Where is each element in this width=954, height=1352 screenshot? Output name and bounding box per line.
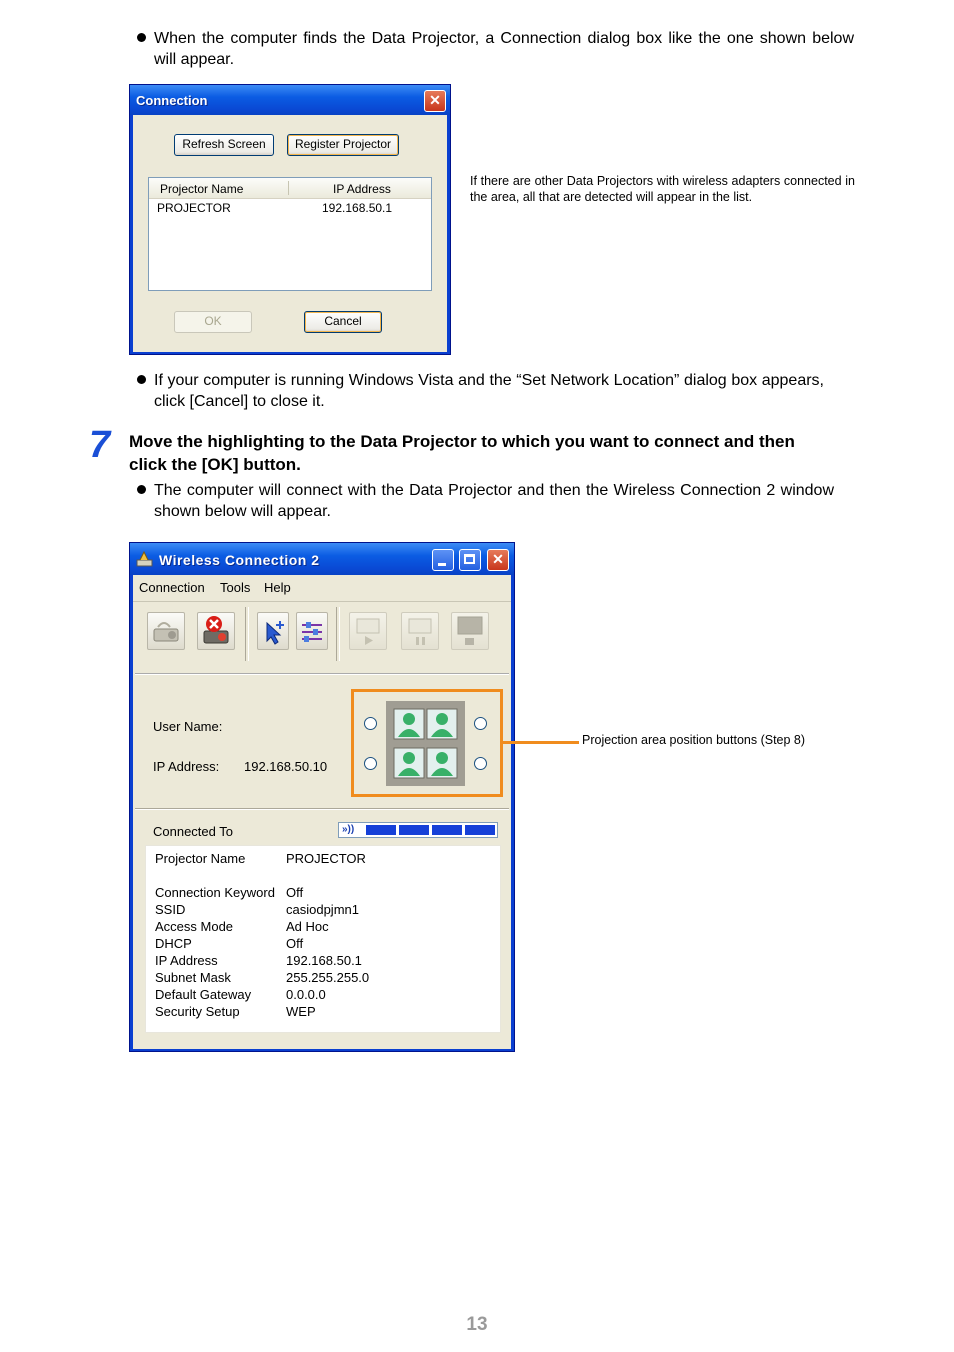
close-icon[interactable]: ✕	[487, 549, 509, 571]
play-button[interactable]	[349, 612, 387, 650]
detail-label-connection-keyword: Connection Keyword	[155, 885, 275, 900]
detail-label-security-setup: Security Setup	[155, 1004, 240, 1019]
vista-bullet-text: If your computer is running Windows Vista and the “Set Network Location” dialog box appears, click [Cancel] to close it.	[154, 372, 824, 410]
user-name-label: User Name:	[153, 719, 223, 734]
wireless-client	[133, 575, 511, 1049]
detail-value-default-gateway: 0.0.0.0	[286, 987, 326, 1002]
connection-title: Connection	[136, 93, 208, 108]
user-grid-icons	[386, 701, 465, 786]
section-divider	[135, 808, 509, 810]
position-radio-bottom-right[interactable]	[474, 757, 487, 770]
connection-details-panel	[145, 845, 501, 1033]
position-radio-top-left[interactable]	[364, 717, 377, 730]
table-row[interactable]	[149, 199, 431, 217]
refresh-screen-button[interactable]: Refresh Screen	[174, 134, 274, 156]
detail-value-security-setup: WEP	[286, 1004, 316, 1019]
projector-list[interactable]	[148, 177, 432, 291]
step-text: Move the highlighting to the Data Projector to which you want to connect and then click the [OK] button.	[129, 432, 795, 474]
callout-note-projection-area: Projection area position buttons (Step 8)	[582, 733, 806, 747]
column-divider	[288, 181, 289, 195]
bullet-dot	[137, 33, 146, 42]
detail-value-access-mode: Ad Hoc	[286, 919, 329, 934]
user-icon	[394, 709, 424, 739]
stop-icon	[452, 613, 488, 649]
column-header-name[interactable]: Projector Name	[160, 182, 244, 196]
intro-bullet-text: When the computer finds the Data Projector, a Connection dialog box like the one shown below will appear.	[154, 30, 854, 68]
ip-address-label: IP Address:	[153, 759, 220, 774]
detail-label-ssid: SSID	[155, 902, 186, 917]
toolbar	[135, 603, 509, 675]
bullet-dot	[137, 375, 146, 384]
signal-segment	[465, 825, 495, 835]
toolbar-separator	[336, 607, 340, 661]
column-header-ip[interactable]: IP Address	[333, 182, 391, 196]
detail-value-dhcp: Off	[286, 936, 304, 951]
detail-label-subnet-mask: Subnet Mask	[155, 970, 231, 985]
cancel-button[interactable]: Cancel	[304, 311, 382, 333]
connection-titlebar[interactable]	[130, 85, 450, 115]
pointer-plus-icon	[258, 613, 288, 649]
detail-value-ssid: casiodpjmn1	[286, 902, 359, 917]
wireless-titlebar[interactable]	[130, 543, 514, 575]
bullet-dot	[137, 485, 146, 494]
detail-label-access-mode: Access Mode	[155, 919, 234, 934]
stop-button[interactable]	[451, 612, 489, 650]
ok-button[interactable]: OK	[174, 311, 252, 333]
detail-value-subnet-mask: 255.255.255.0	[286, 970, 370, 985]
detail-value-projector-name: PROJECTOR	[286, 851, 366, 866]
pointer-tool-button[interactable]	[257, 612, 289, 650]
connection-client	[133, 115, 447, 352]
connection-dialog	[129, 84, 451, 355]
pause-icon	[402, 613, 438, 649]
menu-bar	[133, 575, 511, 602]
user-icon	[427, 748, 457, 778]
minimize-icon[interactable]	[432, 549, 454, 571]
signal-icon: »))	[342, 824, 355, 835]
adjust-icon	[297, 613, 327, 649]
detail-label-ip-address: IP Address	[155, 953, 218, 968]
ip-address-value: 192.168.50.10	[244, 759, 328, 774]
signal-segment	[432, 825, 462, 835]
signal-segment	[399, 825, 429, 835]
page-number: 13	[466, 1314, 488, 1335]
play-icon	[350, 613, 386, 649]
callout-line	[501, 741, 579, 744]
signal-strength-bar	[338, 822, 498, 838]
detail-label-dhcp: DHCP	[155, 936, 192, 951]
row-ip-address: 192.168.50.1	[322, 201, 393, 215]
menu-connection[interactable]: Connection	[139, 580, 205, 595]
position-radio-top-right[interactable]	[474, 717, 487, 730]
detail-value-ip-address: 192.168.50.1	[286, 953, 362, 968]
user-icon	[427, 709, 457, 739]
menu-help[interactable]: Help	[264, 580, 291, 595]
app-icon	[135, 549, 155, 569]
detail-label-projector-name: Projector Name	[155, 851, 246, 866]
row-projector-name: PROJECTOR	[157, 201, 231, 215]
wireless-connection-window	[129, 542, 515, 1052]
projector-connect-icon	[148, 613, 184, 649]
disconnect-projector-button[interactable]	[197, 612, 235, 650]
close-icon[interactable]: ✕	[424, 90, 446, 112]
step-bullet-text: The computer will connect with the Data Projector and then the Wireless Connection 2 window shown below will appear.	[154, 482, 834, 520]
maximize-icon[interactable]	[459, 549, 481, 571]
user-icon	[394, 748, 424, 778]
projector-disconnect-icon	[198, 613, 234, 649]
projection-area-grid	[386, 701, 465, 786]
signal-segment	[366, 825, 396, 835]
connect-projector-button[interactable]	[147, 612, 185, 650]
detail-label-default-gateway: Default Gateway	[155, 987, 252, 1002]
register-projector-button[interactable]: Register Projector	[287, 134, 399, 156]
position-radio-bottom-left[interactable]	[364, 757, 377, 770]
wireless-title: Wireless Connection 2	[159, 552, 320, 568]
side-note-detected-projectors: If there are other Data Projectors with wireless adapters connected in the area, all that are detected will appear in the list.	[470, 174, 855, 204]
toolbar-separator	[245, 607, 249, 661]
settings-tool-button[interactable]	[296, 612, 328, 650]
menu-tools[interactable]: Tools	[220, 580, 251, 595]
list-header	[149, 178, 431, 199]
step-number: 7	[89, 424, 111, 466]
pause-button[interactable]	[401, 612, 439, 650]
connected-to-label: Connected To	[153, 824, 233, 839]
detail-value-connection-keyword: Off	[286, 885, 304, 900]
